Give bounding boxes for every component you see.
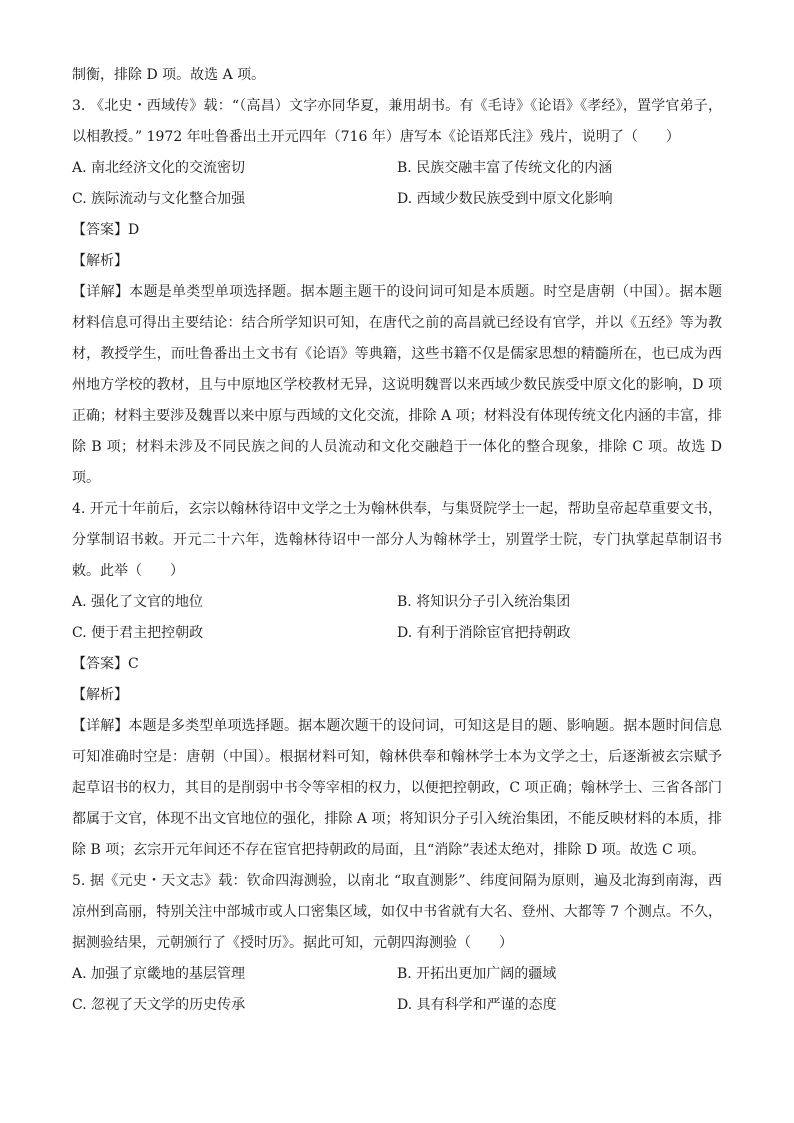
question-4-detail: 【详解】本题是多类型单项选择题。据本题次题干的设问词，可知这是目的题、影响题。据本题时间信息可知准确时空是：唐朝（中国）。根据材料可知，翰林供奉和翰林学士本为文学之士，后逐渐被玄宗赋予起草诏书的权力，其目的是削弱中书令等宰相的权力，以便把控朝政，C 项正确；翰林学士、三省各部门都属于文官，体现不出文官地位的强化，排除 A 项；将知识分子引入统治集团，不能反映材料的本质，排除 B 项；玄宗开元年间还不存在宦官把持朝政的局面，且“消除”表述太绝对，排除 D 项。故选 C 项。 xyxy=(72,718,722,858)
question-3-option-c[interactable]: C. 族际流动与文化整合加强 xyxy=(72,191,246,207)
document-page xyxy=(72,60,722,1021)
question-5-options-row-1 xyxy=(72,959,722,990)
question-4-stem: 4. 开元十年前后，玄宗以翰林待诏中文学之士为翰林供奉，与集贤院学士一起，帮助皇帝起草重要文书，分掌制诏书敕。开元二十六年，选翰林待诏中一部分人为翰林学士，别置学士院，专门执掌起草制诏书敕。此举（ ） xyxy=(72,501,722,579)
question-3-stem: 3. 《北史・西域传》载：“（高昌）文字亦同华夏，兼用胡书。有《毛诗》《论语》《孝经》，置学官弟子，以相教授。” 1972 年吐鲁番出土开元四年（716 年）唐写本《论语郑氏注》残片，说明了（ ） xyxy=(72,98,722,145)
question-3-answer: 【答案】D xyxy=(72,222,140,238)
question-3-option-a[interactable]: A. 南北经济文化的交流密切 xyxy=(72,160,246,176)
question-5-stem: 5. 据《元史・天文志》载：钦命四海测验，以南北 “取直测影”、纬度间隔为原则，遍及北海到南海，西凉州到高丽，特别关注中部城市或人口密集区域，如仅中书省就有大名、登州、大都等 7 个测点。不久，据测验结果，元朝颁行了《授时历》。据此可知，元朝四海测验（ ） xyxy=(72,873,722,951)
question-3-options-row-2 xyxy=(72,184,722,215)
question-5-option-b[interactable]: B. 开拓出更加广阔的疆域 xyxy=(397,966,557,982)
question-3-options-row-1 xyxy=(72,153,722,184)
question-3-option-b[interactable]: B. 民族交融丰富了传统文化的内涵 xyxy=(397,160,613,176)
question-4-option-c[interactable]: C. 便于君主把控朝政 xyxy=(72,625,204,641)
previous-answer-tail: 制衡，排除 D 项。故选 A 项。 xyxy=(72,67,266,83)
question-4-options-row-2 xyxy=(72,618,722,649)
question-4-options-row-1 xyxy=(72,587,722,618)
question-4-option-a[interactable]: A. 强化了文官的地位 xyxy=(72,594,204,610)
question-5-options-row-2 xyxy=(72,990,722,1021)
question-4-answer: 【答案】C xyxy=(72,656,139,672)
question-3-analysis-label: 【解析】 xyxy=(72,253,128,269)
question-3-option-d[interactable]: D. 西域少数民族受到中原文化影响 xyxy=(397,191,613,207)
question-5-option-a[interactable]: A. 加强了京畿地的基层管理 xyxy=(72,966,246,982)
question-5-option-c[interactable]: C. 忽视了天文学的历史传承 xyxy=(72,997,246,1013)
question-4-analysis-label: 【解析】 xyxy=(72,687,128,703)
question-4-option-d[interactable]: D. 有利于消除宦官把持朝政 xyxy=(397,625,571,641)
question-3-detail: 【详解】本题是单类型单项选择题。据本题主题干的设问词可知是本质题。时空是唐朝（中国）。据本题材料信息可得出主要结论：结合所学知识可知，在唐代之前的高昌就已经设有官学，并以《五经》等为教材，教授学生，而吐鲁番出土文书有《论语》等典籍，这些书籍不仅是儒家思想的精髓所在，也已成为西州地方学校的教材，且与中原地区学校教材无异，这说明魏晋以来西域少数民族受中原文化的影响，D 项正确；材料主要涉及魏晋以来中原与西域的文化交流，排除 A 项；材料没有体现传统文化内涵的丰富，排除 B 项；材料未涉及不同民族之间的人员流动和文化交融趋于一体化的整合现象，排除 C 项。故选 D 项。 xyxy=(72,284,722,486)
question-4-option-b[interactable]: B. 将知识分子引入统治集团 xyxy=(397,594,571,610)
question-5-option-d[interactable]: D. 具有科学和严谨的态度 xyxy=(397,997,557,1013)
